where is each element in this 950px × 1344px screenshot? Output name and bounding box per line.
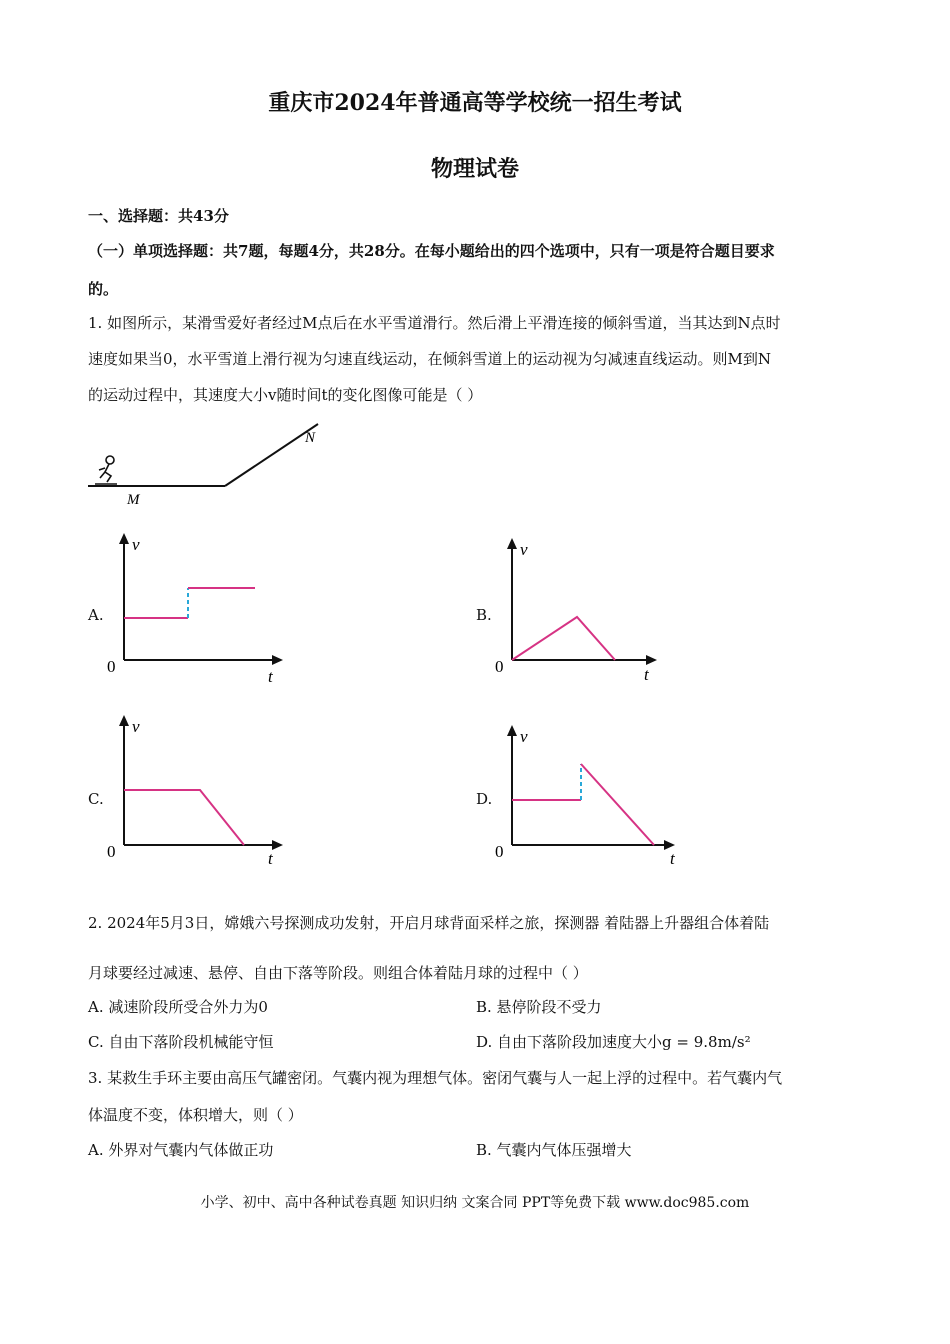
origin-label: 0 <box>495 657 504 676</box>
t-axis-label: t <box>268 849 273 867</box>
t-axis-label: t <box>268 667 273 685</box>
q1-option-a-graph <box>100 530 290 685</box>
t-axis-label: t <box>644 665 649 684</box>
q2-option-c: C. 自由下落阶段机械能守恒 <box>88 1033 274 1051</box>
v-axis-arrow <box>119 533 129 544</box>
origin-label: 0 <box>107 842 116 861</box>
v-axis-arrow <box>119 715 129 726</box>
point-m-label: M <box>127 492 140 508</box>
q3-line-2: 体温度不变，体积增大，则（ ） <box>88 1106 303 1124</box>
q3-option-b: B. 气囊内气体压强增大 <box>476 1141 632 1159</box>
subsection-heading-cont: 的。 <box>88 280 119 298</box>
v-axis-label: v <box>132 717 140 736</box>
q2-option-b: B. 悬停阶段不受力 <box>476 998 602 1016</box>
q2-line-1: 2. 2024年5月3日，嫦娥六号探测成功发射，开启月球背面采样之旅，探测器 着陆器上升器组合体着陆 <box>88 914 770 932</box>
v-axis-label: v <box>520 727 528 746</box>
v-curve <box>124 790 244 845</box>
point-n-label: N <box>305 430 316 446</box>
exam-subtitle: 物理试卷 <box>430 156 519 182</box>
v-curve <box>512 617 615 660</box>
v-axis-arrow <box>507 725 517 736</box>
q1-option-a-label: A. <box>88 606 104 624</box>
skier-icon <box>95 456 117 484</box>
page-footer: 小学、初中、高中各种试卷真题 知识归纳 文案合同 PPT等免费下载 www.doc985.com <box>200 1195 750 1211</box>
q2-line-2: 月球要经过减速、悬停、自由下落等阶段。则组合体着陆月球的过程中（ ） <box>88 964 588 982</box>
exam-title: 重庆市2024年普通高等学校统一招生考试 <box>268 90 682 116</box>
t-axis-arrow <box>272 655 283 665</box>
t-axis-label: t <box>670 849 675 867</box>
q3-option-a: A. 外界对气囊内气体做正功 <box>88 1141 274 1159</box>
t-axis-arrow <box>272 840 283 850</box>
q3-line-1: 3. 某救生手环主要由高压气罐密闭。气囊内视为理想气体。密闭气囊与人一起上浮的过程中。若气囊内气 <box>88 1069 783 1087</box>
v-axis-label: v <box>520 540 528 559</box>
q1-option-b-label: B. <box>476 606 492 624</box>
q1-line-1: 1. 如图所示，某滑雪爱好者经过M点后在水平雪道滑行。然后滑上平滑连接的倾斜雪道，当其达到N点时 <box>88 314 781 332</box>
v-axis-label: v <box>132 535 140 554</box>
q1-option-c-graph <box>100 712 290 867</box>
origin-label: 0 <box>495 842 504 861</box>
q2-option-d: D. 自由下落阶段加速度大小g = 9.8m/s² <box>476 1033 751 1051</box>
q1-line-3: 的运动过程中，其速度大小v随时间t的变化图像可能是（ ） <box>88 386 483 404</box>
q1-option-b-graph <box>490 535 670 685</box>
q1-option-d-graph <box>490 722 680 867</box>
v-axis-arrow <box>507 538 517 549</box>
section-heading: 一、选择题：共43分 <box>88 207 229 225</box>
slope-figure <box>85 420 345 515</box>
q1-option-c-label: C. <box>88 790 104 808</box>
q1-option-d-label: D. <box>476 790 493 808</box>
q2-option-a: A. 减速阶段所受合外力为0 <box>88 998 268 1016</box>
subsection-heading: （一）单项选择题：共7题，每题4分，共28分。在每小题给出的四个选项中，只有一项是符合题目要求 <box>88 242 775 260</box>
v-curve-segment-2 <box>581 764 654 845</box>
t-axis-arrow <box>646 655 657 665</box>
q1-line-2: 速度如果当0，水平雪道上滑行视为匀速直线运动，在倾斜雪道上的运动视为匀减速直线运动。则M到N <box>88 350 772 368</box>
origin-label: 0 <box>107 657 116 676</box>
